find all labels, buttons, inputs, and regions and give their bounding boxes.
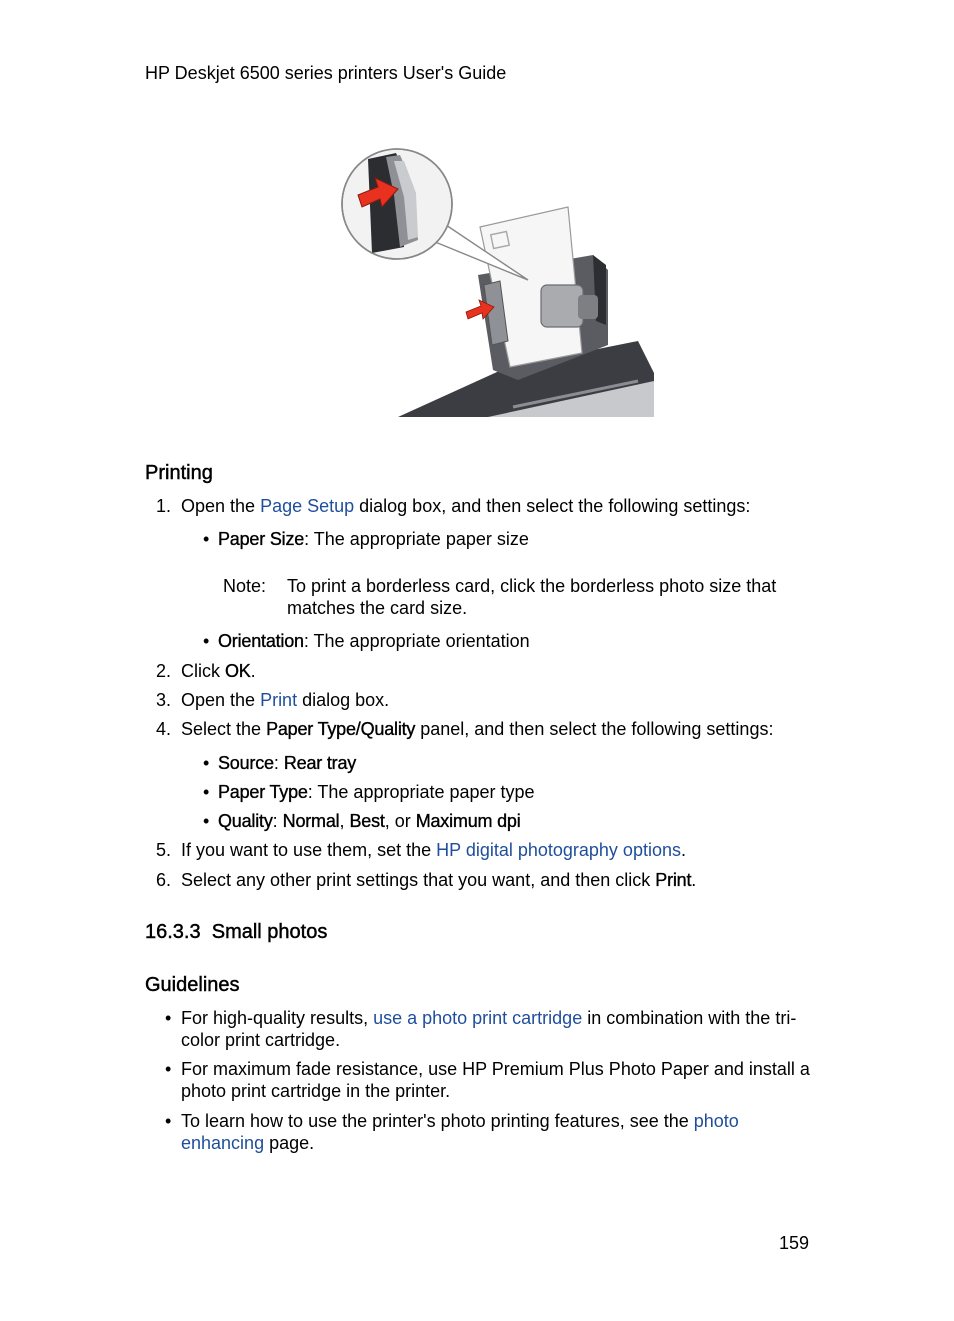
bullet: • [203, 529, 210, 549]
photo-enhancing-link[interactable]: photo enhancing [181, 1111, 739, 1153]
section-heading: 16.3.3 Small photos [145, 921, 328, 943]
bullet: • [165, 1008, 172, 1028]
step-number: 4. [156, 719, 172, 739]
bullet: • [165, 1111, 172, 1131]
step-number: 5. [156, 840, 172, 860]
bullet: • [203, 782, 210, 802]
photo-print-cartridge-link[interactable]: use a photo print cartridge [373, 1008, 583, 1028]
note [145, 575, 825, 621]
bullet: • [203, 811, 210, 831]
page-number: 159 [778, 1233, 809, 1253]
step-number: 1. [156, 496, 172, 516]
guideline-2: • For maximum fade resistance, use HP Premium Plus Photo Paper and install a photo print cartridge in the printer. [165, 1059, 810, 1101]
running-header: HP Deskjet 6500 series printers User's Guide [145, 63, 507, 83]
orientation-label: Orientation [218, 631, 304, 651]
paper-size-label: Paper Size [218, 529, 305, 549]
printing-heading: Printing [145, 462, 213, 484]
hp-digital-photography-link[interactable]: HP digital photography options [436, 840, 681, 860]
guideline-3: • To learn how to use the printer's photo printing features, see the photo enhancing page. [165, 1111, 739, 1153]
step-number: 3. [156, 690, 172, 710]
note-text: To print a borderless card, click the borderless photo size that matches the card size. [287, 576, 777, 618]
bullet: • [203, 631, 210, 651]
guidelines-heading: Guidelines [145, 974, 240, 996]
print-link[interactable]: Print [260, 690, 298, 710]
printer-rear-tray-illustration [338, 145, 658, 423]
page-setup-link[interactable]: Page Setup [260, 496, 355, 516]
step-number: 6. [156, 870, 172, 890]
note-label: Note: [223, 576, 267, 596]
guideline-1: • For high-quality results, use a photo print cartridge in combination with the tri-color print cartridge. [165, 1008, 797, 1050]
bullet: • [203, 753, 210, 773]
step-number: 2. [156, 661, 172, 681]
bullet: • [165, 1059, 172, 1079]
